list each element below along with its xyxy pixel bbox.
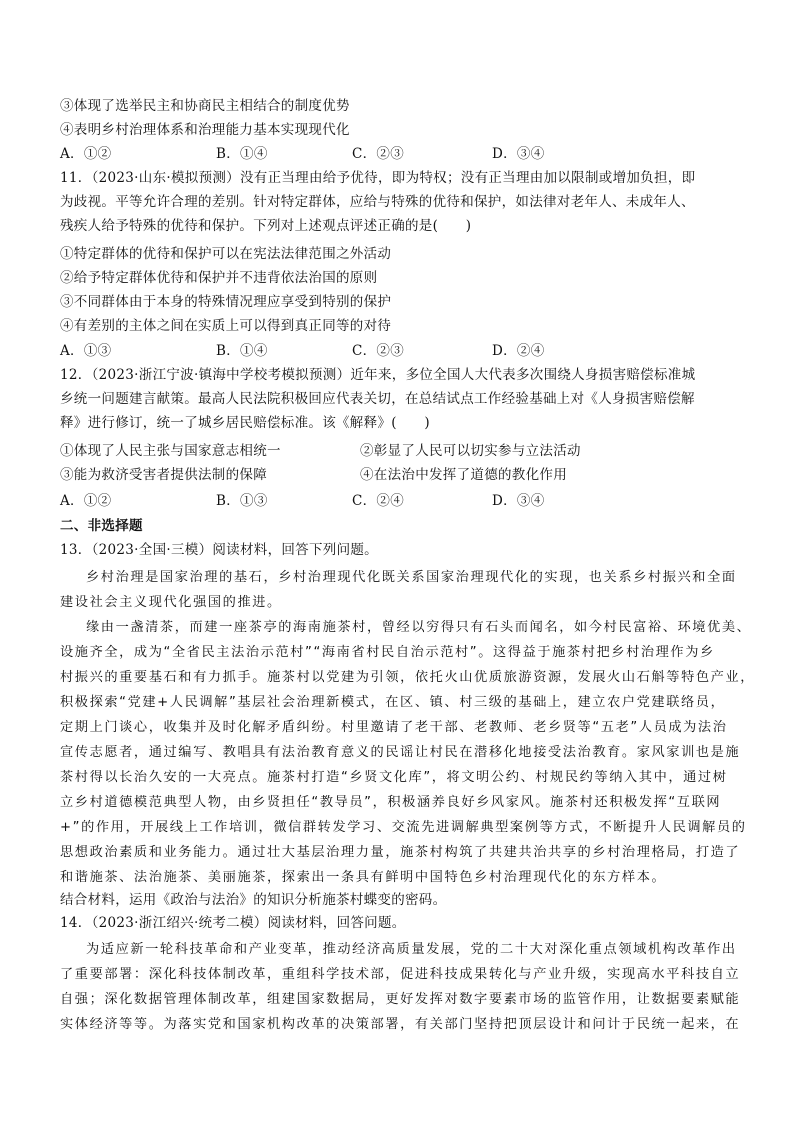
- q13-material-line: 建设社会主义现代化强国的推进。: [60, 595, 282, 610]
- choice-a[interactable]: A．①③: [60, 343, 112, 359]
- choice-d[interactable]: D．③④: [492, 493, 545, 509]
- q13-stem: 13．（2023·全国·三模）阅读材料，回答下列问题。: [60, 542, 378, 558]
- choice-b[interactable]: B．①④: [216, 146, 268, 162]
- choice-c[interactable]: C．②④: [352, 493, 405, 509]
- q14-material-line: 了重要部署：深化科技体制改革，重组科学技术部，促进科技成果转化与产业升级，实现高水平科技自立: [60, 967, 741, 982]
- q10-option-3: ③体现了选举民主和协商民主相结合的制度优势: [60, 98, 350, 114]
- q12-option-2: ②彰显了人民可以切实参与立法活动: [360, 443, 581, 459]
- q13-material-line: 定期上门谈心，收集并及时化解矛盾纠纷。村里邀请了老干部、老教师、老乡贤等“五老”人员成为法治: [60, 720, 728, 735]
- q11-stem-line: 为歧视。平等允许合理的差别。针对特定群体，应给与特殊的优待和保护，如法律对老年人、未成年人、: [60, 194, 695, 210]
- q10-choices: [60, 145, 760, 163]
- q12-stem-line: 乡统一问题建言献策。最高人民法院积极回应代表关切，在总结试点工作经验基础上对《人身损害赔偿解: [60, 391, 695, 407]
- q14-material-line: 为适应新一轮科技革命和产业变革，推动经济高质量发展，党的二十大对深化重点领域机构改革作出: [86, 942, 737, 957]
- q12-options-row: [60, 466, 760, 484]
- q13-material-line: 缘由一盏清茶，而建一座茶亭的海南施茶村，曾经以穷得只有石头而闻名，如今村民富裕、环境优美、: [86, 620, 752, 635]
- q11-option-4: ④有差别的主体之间在实质上可以得到真正同等的对待: [60, 318, 392, 334]
- q13-material-line: 设施齐全，成为“全省民主法治示范村”“海南省村民自治示范村”。这得益于施茶村把乡村治理作为乡: [60, 645, 715, 660]
- q13-material-line: 宣传志愿者，通过编写、教唱具有法治教育意义的民谣让村民在潜移化地接受法治教育。家风家训也是施: [60, 745, 741, 760]
- choice-d[interactable]: D．②④: [492, 343, 545, 359]
- q11-option-1: ①特定群体的优待和保护可以在宪法法律范围之外活动: [60, 246, 392, 262]
- q14-stem: 14．（2023·浙江绍兴·统考二模）阅读材料，回答问题。: [60, 915, 406, 931]
- choice-c[interactable]: C．②③: [352, 146, 405, 162]
- q13-material-line: 和谐施茶、法治施茶、美丽施茶，探索出一条具有鲜明中国特色乡村治理现代化的东方样本。: [60, 870, 667, 885]
- q14-material-line: 实体经济等等。为落实党和国家机构改革的决策部署，有关部门坚持把顶层设计和问计于民统一起来，在: [60, 1017, 741, 1032]
- q12-stem-line: 释》进行修订，统一了城乡居民赔偿标准。该《解释》( ): [60, 415, 430, 431]
- choice-a[interactable]: A．①②: [60, 493, 112, 509]
- q14-material-line: 自强；深化数据管理体制改革，组建国家数据局，更好发挥对数字要素市场的监管作用，让数据要素赋能: [60, 992, 741, 1007]
- q12-option-3: ③能为救济受害者提供法制的保障: [60, 467, 267, 483]
- q13-material-line: 立乡村道德模范典型人物，由乡贤担任“教导员”，积极涵养良好乡风家风。施茶村还积极发挥“互联网: [60, 795, 722, 810]
- choice-c[interactable]: C．②③: [352, 343, 405, 359]
- q10-option-4: ④表明乡村治理体系和治理能力基本实现现代化: [60, 122, 350, 138]
- q11-option-3: ③不同群体由于本身的特殊情况理应享受到特别的保护: [60, 294, 392, 310]
- q13-question: 结合材料，运用《政治与法治》的知识分析施茶村蝶变的密码。: [60, 892, 447, 908]
- choice-b[interactable]: B．①③: [216, 493, 268, 509]
- q13-material-line: 乡村治理是国家治理的基石，乡村治理现代化既关系国家治理现代化的实现，也关系乡村振兴和全面: [86, 570, 737, 585]
- q13-material-line: 思想政治素质和业务能力。通过壮大基层治理力量，施茶村构筑了共建共治共享的乡村治理格局，打造了: [60, 845, 741, 860]
- q12-option-4: ④在法治中发挥了道德的教化作用: [360, 467, 567, 483]
- q12-options-row: [60, 442, 760, 460]
- choice-a[interactable]: A．①②: [60, 146, 112, 162]
- choice-d[interactable]: D．③④: [492, 146, 545, 162]
- q11-stem-line: 残疾人给予特殊的优待和保护。下列对上述观点评述正确的是( ): [60, 218, 472, 234]
- q13-material-line: 积极探索“党建+人民调解”基层社会治理新模式，在区、镇、村三级的基础上，建立农户党建联络员，: [60, 695, 726, 710]
- q11-option-2: ②给予特定群体优待和保护并不违背依法治国的原则: [60, 270, 378, 286]
- q11-choices: [60, 342, 760, 360]
- q13-material-line: 茶村得以长治久安的一大亮点。施茶村打造“乡贤文化库”，将文明公约、村规民约等纳入其中，通过树: [60, 770, 728, 785]
- section-title: 二、非选择题: [60, 518, 143, 534]
- q11-stem-line: 11．（2023·山东·模拟预测）没有正当理由给予优待，即为特权；没有正当理由加以限制或增加负担，即: [60, 170, 696, 186]
- q12-stem-line: 12．（2023·浙江宁波·镇海中学校考模拟预测）近年来，多位全国人大代表多次围绕人身损害赔偿标准城: [60, 367, 696, 383]
- q12-choices: [60, 492, 760, 510]
- choice-b[interactable]: B．①④: [216, 343, 268, 359]
- q13-material-line: 村振兴的重要基石和有力抓手。施茶村以党建为引领，依托火山优质旅游资源，发展火山石斛等特色产业，: [60, 670, 756, 685]
- q13-material-line: +”的作用，开展线上工作培训，微信群转发学习、交流先进调解典型案例等方式，不断提升人民调解员的: [60, 820, 747, 835]
- q12-option-1: ①体现了人民主张与国家意志相统一: [60, 443, 281, 459]
